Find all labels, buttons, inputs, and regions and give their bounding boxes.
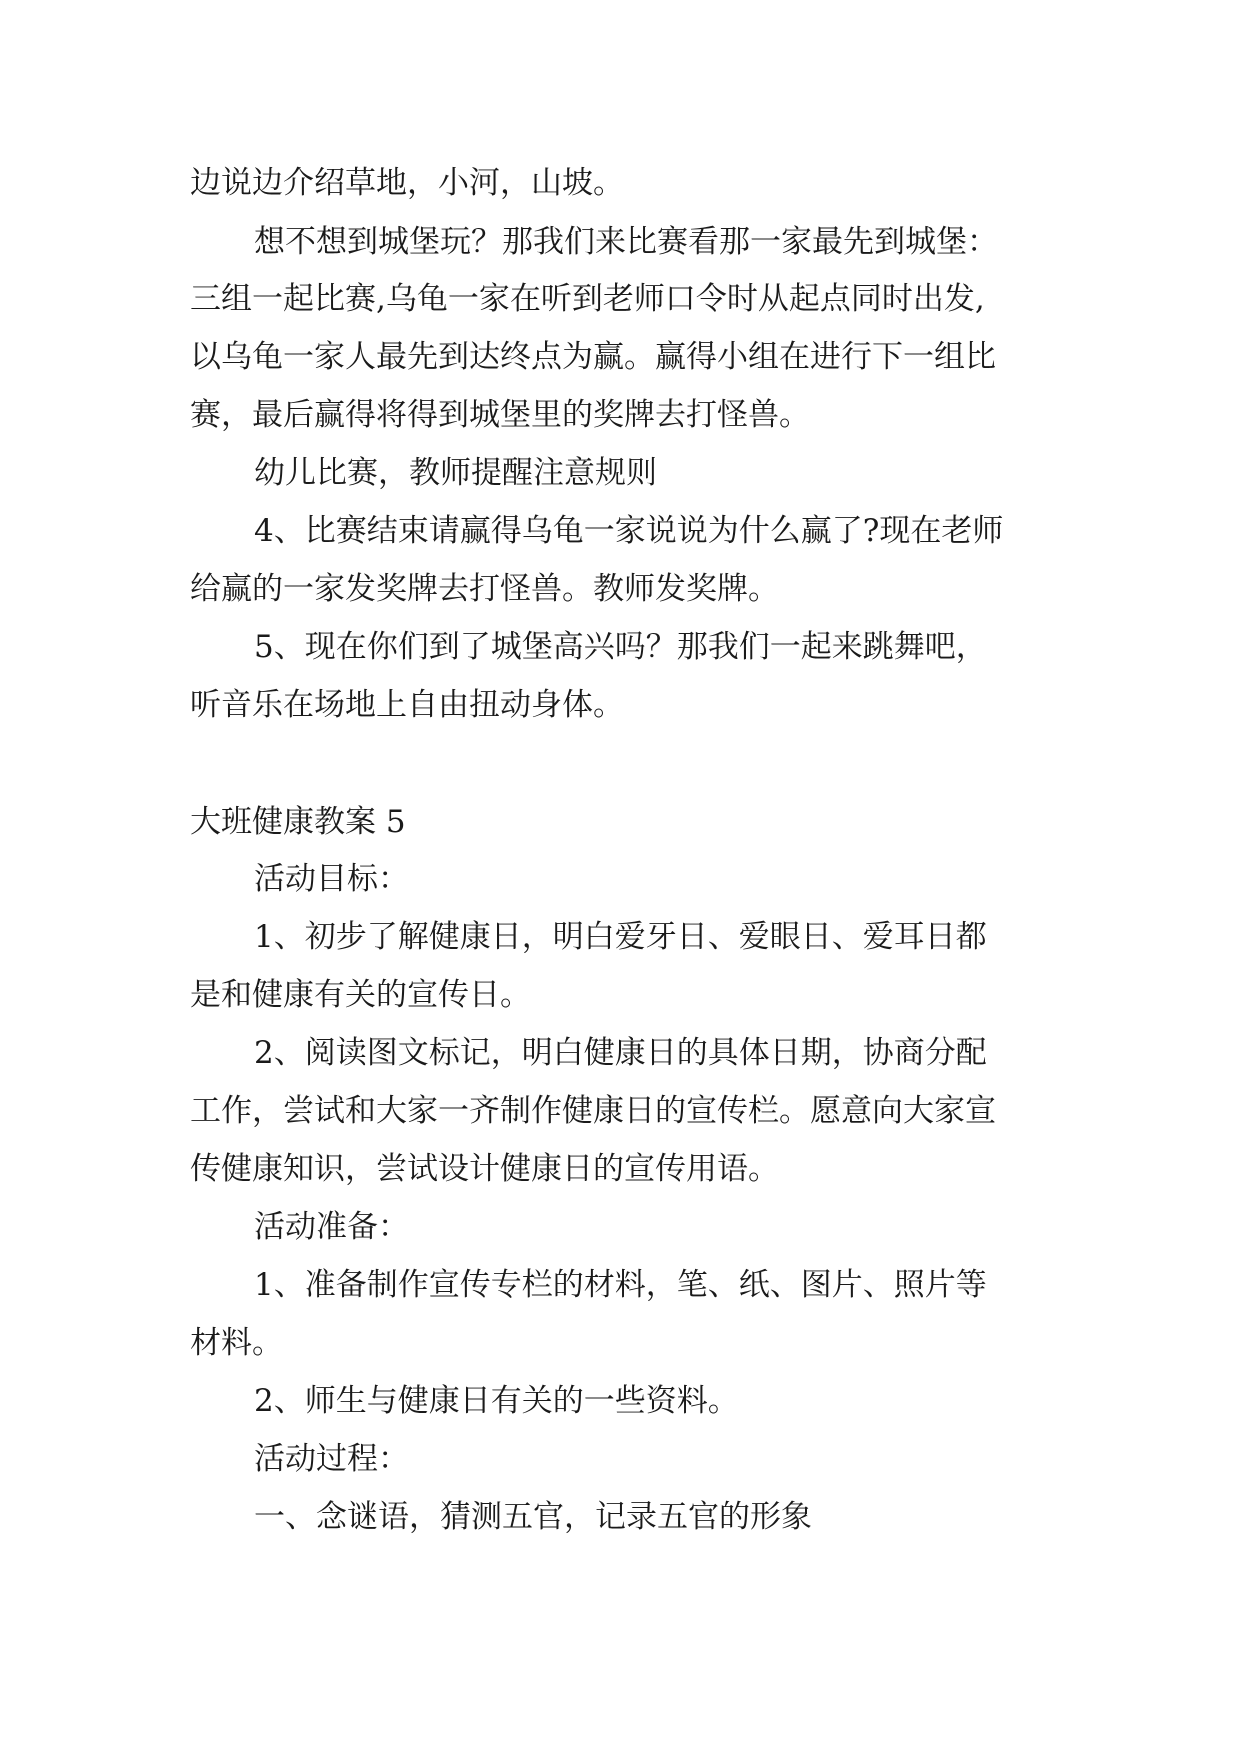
paragraph-line: 赛，最后赢得将得到城堡里的奖牌去打怪兽。	[190, 397, 810, 433]
paragraph-line: 活动过程：	[254, 1441, 409, 1477]
paragraph-line: 2、阅读图文标记，明白健康日的具体日期，协商分配	[254, 1035, 987, 1071]
paragraph-line: 活动目标：	[254, 861, 409, 897]
paragraph-line: 听音乐在场地上自由扭动身体。	[190, 687, 624, 723]
paragraph-line: 边说边介绍草地，小河，山坡。	[190, 165, 624, 201]
paragraph-line: 5、现在你们到了城堡高兴吗？那我们一起来跳舞吧，	[254, 629, 987, 665]
paragraph-line: 4、比赛结束请赢得乌龟一家说说为什么赢了?现在老师	[254, 513, 1004, 549]
paragraph-line: 2、师生与健康日有关的一些资料。	[254, 1383, 739, 1419]
paragraph-line: 1、初步了解健康日，明白爱牙日、爱眼日、爱耳日都	[254, 919, 987, 955]
paragraph-line: 一、念谜语，猜测五官，记录五官的形象	[254, 1499, 812, 1535]
paragraph-line: 想不想到城堡玩？那我们来比赛看那一家最先到城堡：	[254, 224, 998, 260]
paragraph-line: 1、准备制作宣传专栏的材料，笔、纸、图片、照片等	[254, 1267, 987, 1303]
paragraph-line: 是和健康有关的宣传日。	[190, 977, 531, 1013]
paragraph-line: 给赢的一家发奖牌去打怪兽。教师发奖牌。	[190, 571, 779, 607]
paragraph-line: 以乌龟一家人最先到达终点为赢。赢得小组在进行下一组比	[190, 339, 996, 375]
paragraph-line: 材料。	[190, 1325, 283, 1361]
paragraph-line: 传健康知识，尝试设计健康日的宣传用语。	[190, 1151, 779, 1187]
paragraph-line: 三组一起比赛,乌龟一家在听到老师口令时从起点同时出发,	[190, 281, 985, 317]
paragraph-line: 幼儿比赛，教师提醒注意规则	[254, 455, 657, 491]
section-heading: 大班健康教案 5	[190, 804, 406, 840]
paragraph-line: 活动准备：	[254, 1209, 409, 1245]
paragraph-line: 工作，尝试和大家一齐制作健康日的宣传栏。愿意向大家宣	[190, 1093, 996, 1129]
